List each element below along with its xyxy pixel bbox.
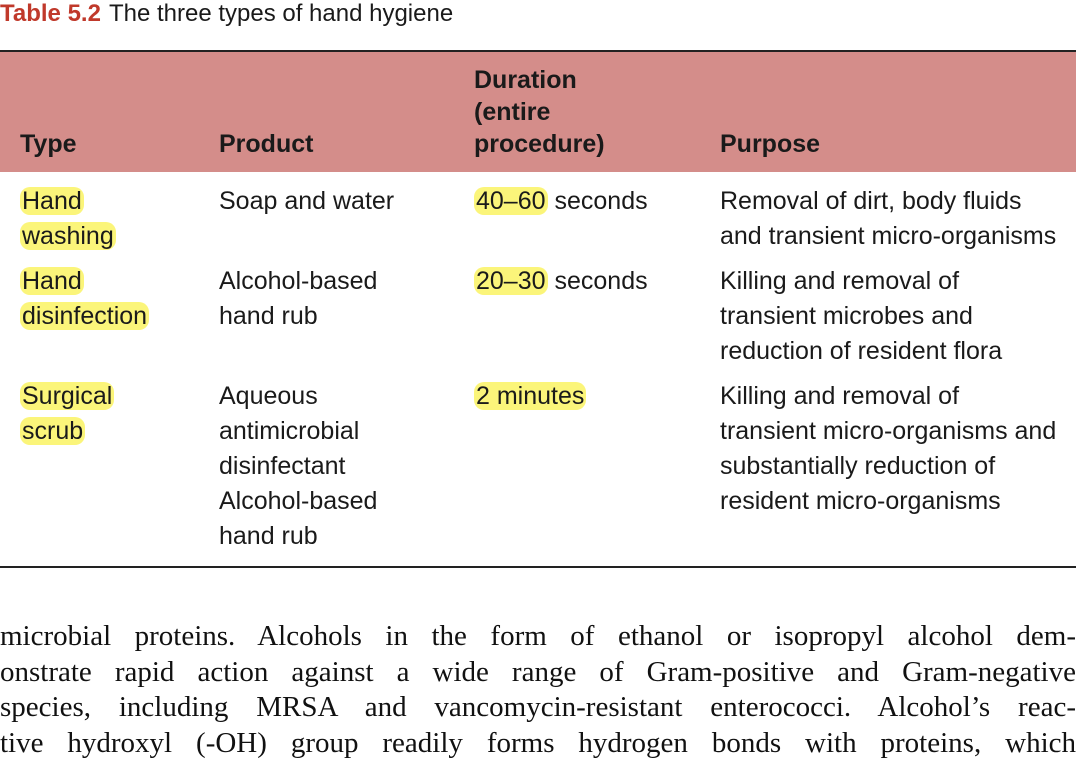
purpose-line: Removal of dirt, body fluids bbox=[720, 187, 1022, 215]
cell-duration bbox=[474, 184, 648, 219]
highlight: scrub bbox=[22, 417, 84, 445]
highlight: disinfection bbox=[22, 302, 148, 330]
product-line: Alcohol-based bbox=[219, 267, 378, 295]
cell-product bbox=[219, 264, 377, 334]
product-line: hand rub bbox=[219, 522, 318, 550]
cell-product bbox=[219, 379, 377, 554]
header-product: Product bbox=[219, 130, 314, 158]
cell-duration bbox=[474, 379, 586, 414]
header-purpose: Purpose bbox=[720, 130, 821, 158]
product-line: disinfectant bbox=[219, 452, 346, 480]
product-line: hand rub bbox=[219, 302, 318, 330]
body-paragraph bbox=[0, 619, 1076, 761]
product-line: Alcohol-based bbox=[219, 487, 378, 515]
purpose-line: resident micro-organisms bbox=[720, 487, 1001, 515]
purpose-line: and transient micro-organisms bbox=[720, 222, 1057, 250]
purpose-line: substantially reduction of bbox=[720, 452, 996, 480]
table-bottom-rule bbox=[0, 566, 1076, 568]
product-line: Aqueous bbox=[219, 382, 318, 410]
product-line: antimicrobial bbox=[219, 417, 360, 445]
purpose-line: transient micro-organisms and bbox=[720, 417, 1057, 445]
highlight: 40–60 bbox=[476, 187, 546, 215]
cell-purpose bbox=[720, 379, 1056, 519]
body-line: species, including MRSA and vancomycin-resistant enterococci. Alcohol’s reac- bbox=[0, 691, 1076, 723]
cell-purpose bbox=[720, 264, 1002, 369]
body-line: onstrate rapid action against a wide range of Gram-positive and Gram-negative bbox=[0, 655, 1076, 688]
highlight: Hand bbox=[22, 267, 82, 295]
table-caption bbox=[0, 0, 453, 28]
highlight: 20–30 bbox=[476, 267, 546, 295]
header-duration-line: (entire bbox=[474, 98, 551, 126]
highlight: 2 minutes bbox=[476, 382, 585, 410]
body-line: microbial proteins. Alcohols in the form of ethanol or isopropyl alcohol dem- bbox=[0, 620, 1076, 652]
highlight: Hand bbox=[22, 187, 82, 215]
header-duration bbox=[474, 64, 605, 160]
header-duration-line: procedure) bbox=[474, 130, 605, 158]
product-line: Soap and water bbox=[219, 187, 395, 215]
cell-type bbox=[20, 379, 114, 449]
cell-type bbox=[20, 264, 149, 334]
highlight: washing bbox=[22, 222, 114, 250]
cell-purpose bbox=[720, 184, 1056, 254]
cell-product bbox=[219, 184, 394, 219]
header-type: Type bbox=[20, 130, 77, 158]
duration-unit: seconds bbox=[547, 267, 648, 295]
table-header bbox=[0, 52, 1076, 172]
purpose-line: Killing and removal of bbox=[720, 382, 960, 410]
highlight: Surgical bbox=[22, 382, 113, 410]
purpose-line: transient microbes and bbox=[720, 302, 973, 330]
table-number: Table 5.2 bbox=[0, 0, 101, 27]
purpose-line: Killing and removal of bbox=[720, 267, 960, 295]
cell-type bbox=[20, 184, 116, 254]
header-duration-line: Duration bbox=[474, 66, 577, 94]
table-title: The three types of hand hygiene bbox=[108, 0, 454, 27]
duration-unit: seconds bbox=[547, 187, 648, 215]
purpose-line: reduction of resident flora bbox=[720, 337, 1003, 365]
cell-duration bbox=[474, 264, 648, 299]
body-line: tive hydroxyl (-OH) group readily forms hydrogen bonds with proteins, which bbox=[0, 726, 1076, 759]
